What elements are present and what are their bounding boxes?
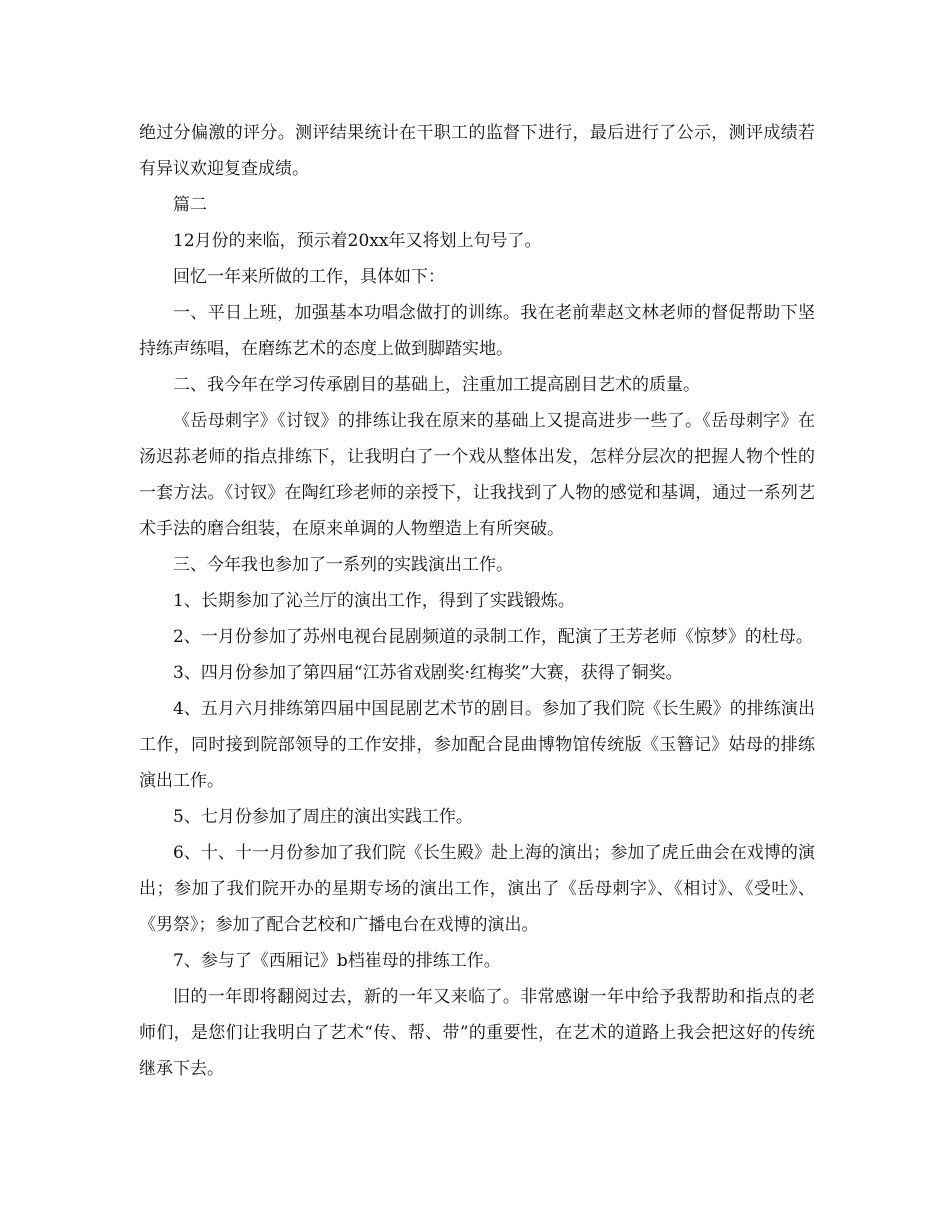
- paragraph: 三、今年我也参加了一系列的实践演出工作。: [173, 555, 513, 575]
- section-heading: 篇二: [173, 195, 207, 215]
- paragraph: 12月份的来临，预示着20xx年又将划上句号了。: [173, 231, 542, 251]
- paragraph-continuation: 绝过分偏激的评分。测评结果统计在干职工的监督下进行，最后进行了公示，测评成绩若有异议欢迎复查成绩。: [139, 123, 815, 179]
- list-item: 3、四月份参加了第四届“江苏省戏剧奖·红梅奖”大赛，获得了铜奖。: [173, 663, 683, 683]
- list-item: 6、十、十一月份参加了我们院《长生殿》赴上海的演出；参加了虎丘曲会在戏博的演出；参加了我们院开办的星期专场的演出工作，演出了《岳母刺字》、《相讨》、《受吐》、《男祭》；参加了配合艺校和广播电台在戏博的演出。: [139, 843, 815, 935]
- list-item: 2、一月份参加了苏州电视台昆剧频道的录制工作，配演了王芳老师《惊梦》的杜母。: [173, 627, 813, 647]
- list-item: 1、长期参加了沁兰厅的演出工作，得到了实践锻炼。: [173, 591, 575, 611]
- list-item: 5、七月份参加了周庄的演出实践工作。: [173, 807, 473, 827]
- paragraph: 《岳母刺字》《讨钗》的排练让我在原来的基础上又提高进步一些了。《岳母刺字》在汤迟荪老师的指点排练下，让我明白了一个戏从整体出发，怎样分层次的把握人物个性的一套方法。《讨钗》在陶红珍老师的亲授下，让我找到了人物的感觉和基调，通过一系列艺术手法的磨合组装，在原来单调的人物塑造上有所突破。: [139, 411, 815, 539]
- paragraph: 二、我今年在学习传承剧目的基础上，注重加工提高剧目艺术的质量。: [173, 375, 700, 395]
- list-item: 4、五月六月排练第四届中国昆剧艺术节的剧目。参加了我们院《长生殿》的排练演出工作，同时接到院部领导的工作安排，参加配合昆曲博物馆传统版《玉簪记》姑母的排练演出工作。: [139, 699, 815, 791]
- paragraph: 旧的一年即将翻阅过去，新的一年又来临了。非常感谢一年中给予我帮助和指点的老师们，是您们让我明白了艺术“传、帮、带”的重要性，在艺术的道路上我会把这好的传统继承下去。: [139, 987, 815, 1079]
- list-item: 7、参与了《西厢记》b档崔母的排练工作。: [173, 951, 501, 971]
- document-body: [139, 115, 815, 1087]
- paragraph: 一、平日上班，加强基本功唱念做打的训练。我在老前辈赵文林老师的督促帮助下坚持练声练唱，在磨练艺术的态度上做到脚踏实地。: [139, 303, 815, 359]
- paragraph: 回忆一年来所做的工作，具体如下：: [173, 267, 445, 287]
